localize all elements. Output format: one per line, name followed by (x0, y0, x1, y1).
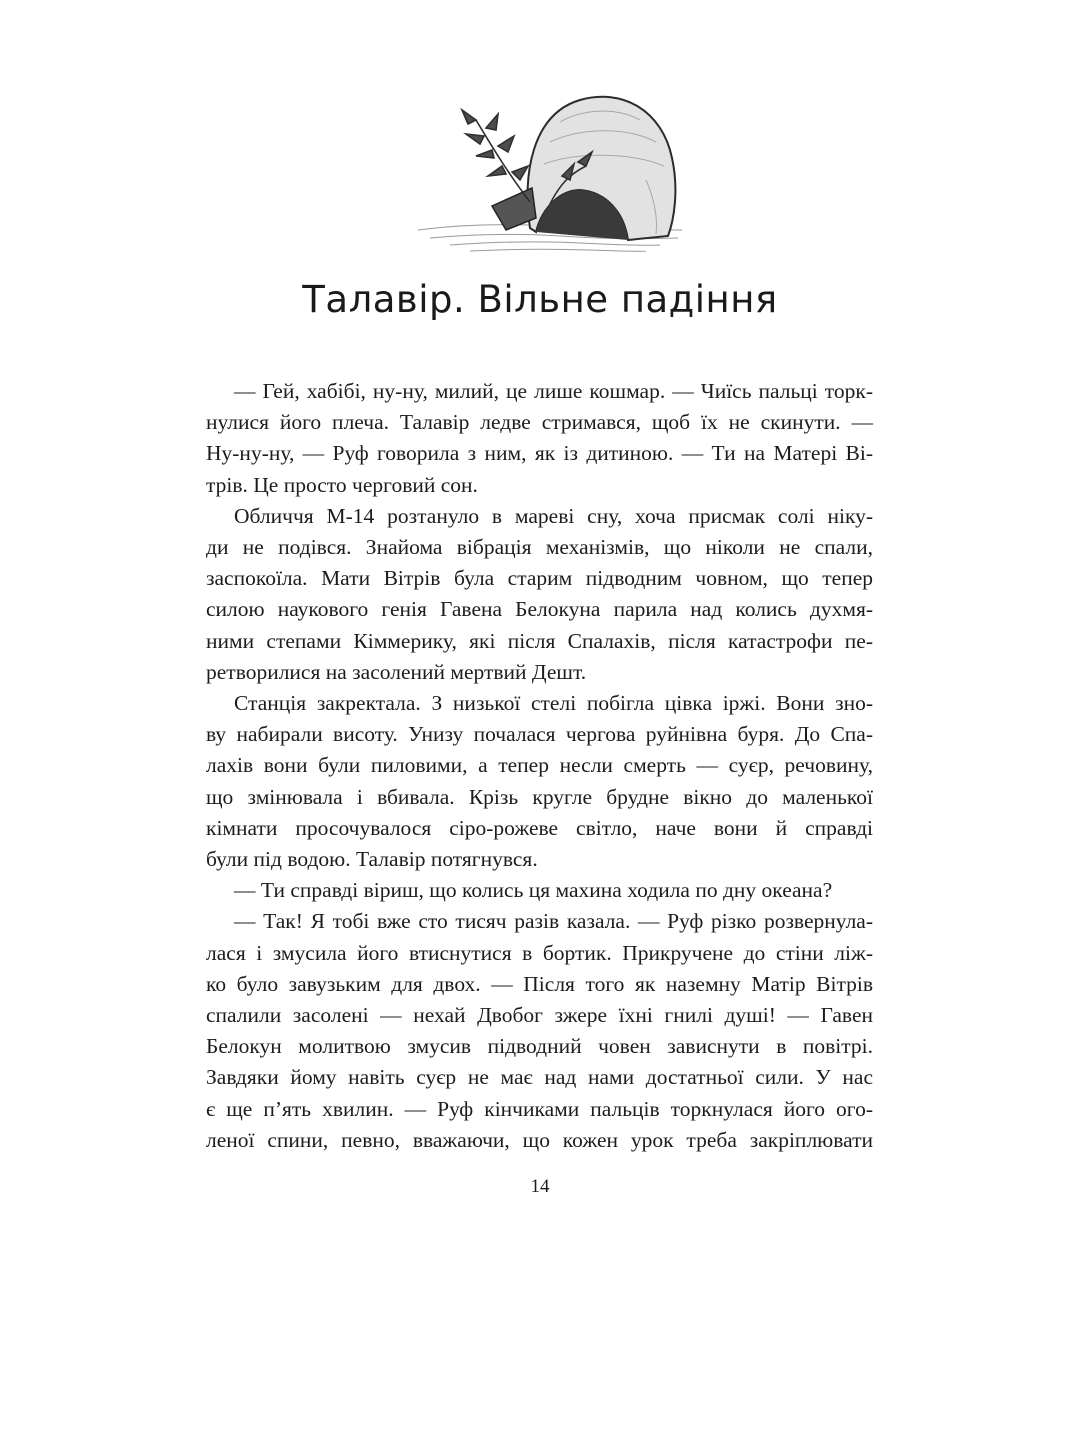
text-line: заспокоїла. Мати Вітрів була старим підводним човном, що тепер (206, 566, 873, 591)
text-line: силою наукового генія Гавена Белокуна парила над колись духмя- (206, 597, 873, 622)
paragraph (206, 501, 873, 688)
paragraph (206, 688, 873, 875)
text-line: ретворилися на засолений мертвий Дешт. (206, 659, 587, 684)
text-line: Обличчя М-14 розтануло в мареві сну, хоча присмак солі ніку- (234, 503, 873, 528)
text-line: ди не подівся. Знайома вібрація механізмів, що ніколи не спали, (206, 535, 873, 560)
text-line: леної спини, певно, вважаючи, що кожен урок треба закріплювати (206, 1127, 873, 1152)
text-line: ко було завузьким для двох. — Після того як наземну Матір Вітрів (206, 971, 873, 996)
chapter-title: Талавір. Вільне падіння (302, 278, 778, 321)
text-line: — Так! Я тобі вже сто тисяч разів казала. — Руф різко розвернула- (234, 909, 873, 934)
text-line: трів. Це просто черговий сон. (206, 472, 478, 497)
text-line: ву набирали висоту. Унизу почалася чергова руйнівна буря. До Спа- (206, 722, 873, 747)
body-text (206, 376, 873, 1156)
helmet-with-plant-illustration (410, 80, 690, 260)
text-line: — Гей, хабібі, ну-ну, милий, це лише кошмар. — Чиїсь пальці торк- (234, 379, 873, 403)
text-line: Ну-ну-ну, — Руф говорила з ним, як із дитиною. — Ти на Матері Ві- (206, 441, 873, 466)
text-line: нулися його плеча. Талавір ледве стримався, щоб їх не скинути. — (206, 410, 873, 435)
text-line: Белокун молитвою змусив підводний човен зависнути в повітрі. (206, 1034, 873, 1059)
text-line: Завдяки йому навіть суєр не має над нами достатньої сили. У нас (206, 1065, 873, 1090)
text-line: спалили засолені — нехай Двобог зжере їхні гнилі душі! — Гавен (206, 1003, 873, 1028)
text-line: кімнати просочувалося сіро-рожеве світло, наче вони й справді (206, 815, 873, 840)
paragraph (206, 376, 873, 501)
paragraph (206, 875, 873, 906)
text-line: є ще п’ять хвилин. — Руф кінчиками пальців торкнулася його ого- (206, 1096, 873, 1121)
text-line: Станція закректала. З низької стелі побігла цівка іржі. Вони зно- (234, 691, 873, 716)
text-line: — Ти справді віриш, що колись ця махина ходила по дну океана? (234, 878, 833, 903)
text-line: були під водою. Талавір потягнувся. (206, 847, 538, 872)
page-number: 14 (530, 1176, 550, 1197)
text-line: ними степами Кіммерику, які після Спалахів, після катастрофи пе- (206, 628, 873, 653)
text-line: лася і змусила його втиснутися в бортик. Прикручене до стіни ліж- (206, 940, 873, 965)
text-line: що змінювала і вбивала. Крізь кругле брудне вікно до маленької (206, 784, 873, 809)
paragraph (206, 906, 873, 1156)
text-line: лахів вони були пиловими, а тепер несли смерть — суєр, речовину, (206, 753, 873, 778)
